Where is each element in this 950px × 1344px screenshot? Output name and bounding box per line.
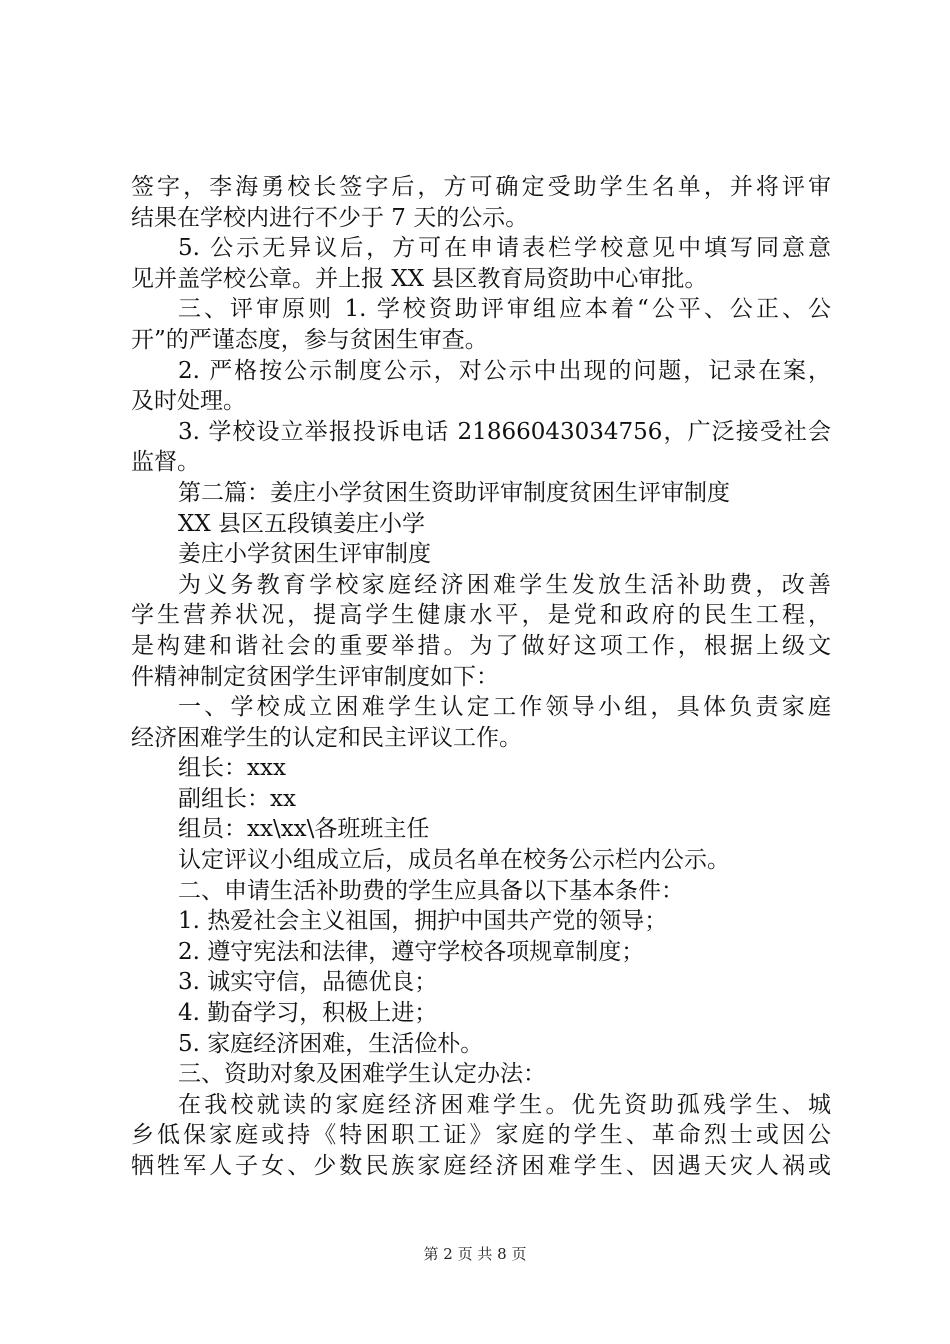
text-line: 经济困难学生的认定和民主评议工作。 <box>131 724 522 751</box>
text-line: 第二篇：姜庄小学贫困生资助评审制度贫困生评审制度 <box>178 479 730 506</box>
text-line: 件精神制定贫困学生评审制度如下： <box>131 663 499 690</box>
text-line: 组长：xxx <box>178 755 286 782</box>
text-line: 三、评审原则 1. 学校资助评审组应本着“公平、公正、公 <box>178 296 831 323</box>
text-line: 4. 勤奋学习，积极上进； <box>178 1000 438 1027</box>
text-line: 见并盖学校公章。并上报 XX 县区教育局资助中心审批。 <box>131 265 708 292</box>
text-line: 5. 家庭经济困难，生活俭朴。 <box>178 1030 484 1057</box>
text-line: 姜庄小学贫困生评审制度 <box>178 541 431 568</box>
text-line: 三、资助对象及困难学生认定办法： <box>178 1061 546 1088</box>
text-line: 1. 热爱社会主义祖国，拥护中国共产党的领导； <box>178 908 668 935</box>
text-line: 组员：xx\xx\各班班主任 <box>178 816 430 843</box>
page-number-label: 第 2 页 共 8 页 <box>423 1245 527 1263</box>
text-line: 签字，李海勇校长签字后，方可确定受助学生名单，并将评审 <box>131 174 831 200</box>
text-line: 为义务教育学校家庭经济困难学生发放生活补助费，改善 <box>178 571 831 598</box>
text-line: 及时处理。 <box>131 388 246 415</box>
text-line: 开”的严谨态度，参与贫困生审查。 <box>131 326 488 353</box>
text-line: 2. 严格按公示制度公示，对公示中出现的问题，记录在案， <box>178 357 831 384</box>
text-line: XX 县区五段镇姜庄小学 <box>178 510 426 537</box>
text-line: 2. 遵守宪法和法律，遵守学校各项规章制度； <box>178 938 645 965</box>
text-line: 认定评议小组成立后，成员名单在校务公示栏内公示。 <box>178 847 730 874</box>
text-line: 二、申请生活补助费的学生应具备以下基本条件： <box>178 877 684 904</box>
text-line: 监督。 <box>131 449 200 476</box>
text-line: 一、学校成立困难学生认定工作领导小组，具体负责家庭 <box>178 694 831 721</box>
text-line: 3. 学校设立举报投诉电话 21866043034756，广泛接受社会 <box>178 418 831 445</box>
text-line: 副组长：xx <box>178 785 296 812</box>
text-line: 5. 公示无异议后，方可在申请表栏学校意见中填写同意意 <box>178 235 831 262</box>
text-line: 在我校就读的家庭经济困难学生。优先资助孤残学生、城 <box>178 1091 831 1118</box>
page-footer <box>0 1244 950 1264</box>
text-line: 乡低保家庭或持《特困职工证》家庭的学生、革命烈士或因公 <box>131 1122 831 1149</box>
text-line: 结果在学校内进行不少于 7 天的公示。 <box>131 204 529 231</box>
text-line: 3. 诚实守信，品德优良； <box>178 969 438 996</box>
text-line: 学生营养状况，提高学生健康水平，是党和政府的民生工程， <box>131 602 831 629</box>
text-line: 牺牲军人子女、少数民族家庭经济困难学生、因遇天灾人祸或 <box>131 1153 831 1179</box>
text-line: 是构建和谐社会的重要举措。为了做好这项工作，根据上级文 <box>131 632 831 659</box>
document-body <box>131 172 831 1182</box>
